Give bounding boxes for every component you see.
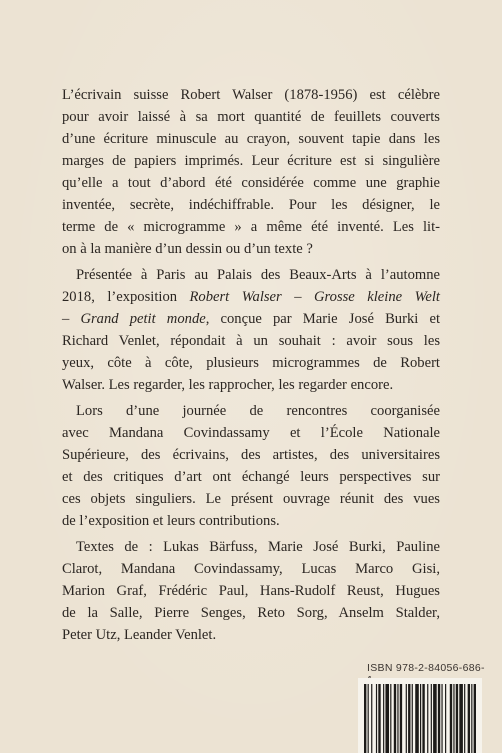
text-line: et des critiques d’art ont échangé leurs perspectives sur (62, 469, 440, 485)
text-line: Clarot, Mandana Covindassamy, Lucas Marco Gisi, (62, 561, 440, 577)
barcode-bar (456, 684, 458, 753)
text-line: marges de papiers imprimés. Leur écriture est si singulière (62, 153, 440, 169)
text-line: ces objets singuliers. Le présent ouvrage réunit des vues (62, 491, 440, 507)
text-line: Lors d’une journée de rencontres coorganisée (76, 403, 440, 419)
barcode (364, 684, 476, 753)
barcode-bar (441, 684, 442, 753)
barcode-bar (445, 684, 446, 753)
text-line-with-title (62, 308, 440, 330)
barcode-bar (400, 684, 402, 753)
barcode-bar (427, 684, 428, 753)
barcode-bar (474, 684, 476, 753)
exhibition-title-french: – Grand petit monde (62, 311, 206, 327)
exhibition-title: Robert Walser – Grosse kleine Welt (189, 289, 440, 305)
text-line: qu’elle a tout d’abord été considérée comme une graphie (62, 175, 440, 191)
barcode-panel (358, 678, 482, 753)
text-line: Présentée à Paris au Palais des Beaux-Arts à l’automne (76, 267, 440, 283)
barcode-bar (468, 684, 470, 753)
text-line: Textes de : Lukas Bärfuss, Marie José Burki, Pauline (76, 539, 440, 555)
text-line: inventée, secrète, indéchiffrable. Pour les désigner, le (62, 197, 440, 213)
isbn-number: ISBN 978-2-84056-686- (367, 662, 485, 674)
barcode-bar (420, 684, 421, 753)
text-line: de la Salle, Pierre Senges, Reto Sorg, Anselm Stalder, (62, 605, 440, 621)
text-line: terme de « microgramme » a même été inventé. Les lit- (62, 219, 440, 235)
text-line: Supérieure, des écrivains, des artistes, des universitaires (62, 447, 440, 463)
text-line: on à la manière d’un dessin ou d’un texte ? (62, 241, 313, 257)
barcode-bar (383, 684, 384, 753)
text-line: Richard Venlet, répondait à un souhait : avoir sous les (62, 333, 440, 349)
paragraph-exhibition (62, 264, 440, 396)
text-line: avec Mandana Covindassamy et l’École Nationale (62, 425, 440, 441)
barcode-bar (371, 684, 372, 753)
barcode-bar (394, 684, 396, 753)
barcode-bar (412, 684, 413, 753)
text-fragment: , conçue par Marie José Burki et (205, 311, 440, 327)
barcode-bar (464, 684, 465, 753)
text-line: de l’exposition et leurs contributions. (62, 513, 280, 529)
text-line: pour avoir laissé à sa mort quantité de feuillets couverts (62, 109, 440, 125)
text-line: Walser. Les regarder, les rapprocher, les regarder encore. (62, 377, 394, 393)
barcode-bar (378, 684, 380, 753)
barcode-bar (390, 684, 391, 753)
text-line: Marion Graf, Frédéric Paul, Hans-Rudolf Reust, Hugues (62, 583, 440, 599)
text-line: d’une écriture minuscule au crayon, souvent tapie dans les (62, 131, 440, 147)
barcode-bar (415, 684, 419, 753)
barcode-bar (406, 684, 407, 753)
text-line: Peter Utz, Leander Venlet. (62, 627, 217, 643)
barcode-bar (385, 684, 389, 753)
paragraph-conference (62, 400, 440, 532)
barcode-bar (459, 684, 463, 753)
barcode-bar (376, 684, 377, 753)
barcode-bar (453, 684, 454, 753)
barcode-bar (433, 684, 437, 753)
text-line: L’écrivain suisse Robert Walser (1878-1956) est célèbre (62, 87, 440, 103)
text-line-with-title (62, 286, 440, 308)
barcode-bar (397, 684, 398, 753)
paragraph-intro (62, 84, 440, 260)
barcode-bar (368, 684, 369, 753)
barcode-bar (450, 684, 452, 753)
barcode-bar (431, 684, 432, 753)
paragraph-contributors (62, 536, 440, 646)
barcode-bar (422, 684, 424, 753)
barcode-bar (364, 684, 366, 753)
text-line: yeux, côte à côte, plusieurs microgrammes de Robert (62, 355, 440, 371)
barcode-bar (471, 684, 472, 753)
blurb-text (62, 84, 440, 650)
barcode-bar (408, 684, 410, 753)
text-fragment: 2018, l’exposition (62, 289, 190, 305)
barcode-bar (438, 684, 440, 753)
